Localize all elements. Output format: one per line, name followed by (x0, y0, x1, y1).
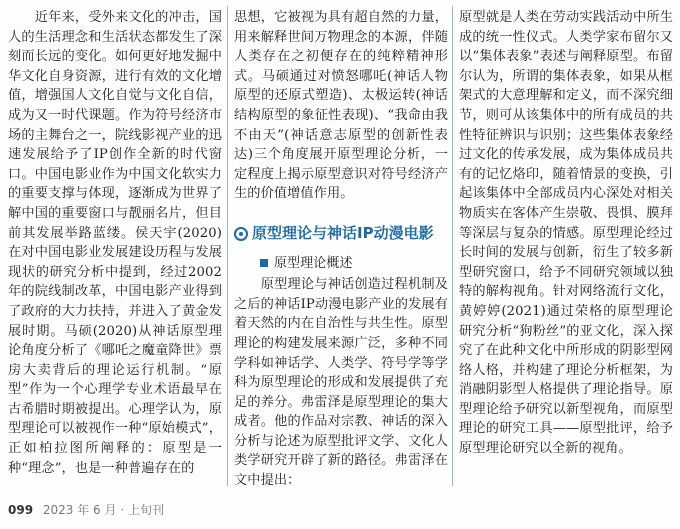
column-divider-2 (452, 6, 453, 486)
paragraph-col2-bottom: 原型理论与神话创造过程机制及之后的神话IP动漫电影产业的发展有着天然的内在自治性与共生性。原型理论的构建发展来源广泛，多种不同学科如神话学、人类学、符号学等学科为原型理论的形成和发展提供了充足的养分。弗雷泽是原型理论的集大成者。他的作品对宗教、神话的深入分析与论述为原型批评文学、文化人类学研究开辟了新的路径。弗雷泽在文中提出： (234, 277, 448, 489)
column-1 (8, 8, 222, 478)
target-icon (234, 227, 248, 241)
paragraph-col3: 原型就是人类在劳动实践活动中所生成的统一性仪式。人类学家布留尔又以“集体表象”表述与阐释原型。布留尔认为，所谓的集体表象，如果从框架式的大意理解和定义，而不深究细节，则可从该集体中的所有成员的共性特征辨识与识别；这些集体表象经过文化的传承发展，成为集体成员共有的记忆烙印，随着情景的变换，引起该集体中全部成员内心深处对相关物质实在客体产生崇敬、畏惧、膜拜等深层与复杂的情感。原型理论经过长时间的发展与创新，衍生了较多新型研究窗口，给予不同研究领域以独特的解构视角。针对网络流行文化，黄婷婷(2021)通过荣格的原型理论研究分析“狗粉丝”的亚文化，深入探究了在此种文化中所形成的阴影型网络人格，并构建了理论分析框架，为消融阴影型人格提供了理论指导。原型理论给予研究以新型视角，而原型理论的研究工具——原型批评，给予原型理论研究以全新的视角。 (459, 10, 673, 457)
section-heading (234, 224, 448, 244)
column-2 (234, 8, 448, 491)
column-3 (459, 8, 673, 459)
paragraph-col2-top: 思想，它被视为具有超自然的力量，用来解释世间万物理念的本源，伴随人类存在之初便存在的纯粹精神形式。马硕通过对愤怒哪吒(神话人物原型的还原式塑造)、太极运转(神话结构原型的象征性表现)、“我命由我不由天”(神话意志原型的创新性表达)三个角度展开原型理论分析，一定程度上揭示原型意识对符号经济产生的价值增值作用。 (234, 10, 448, 202)
subsection-title: 原型理论概述 (274, 255, 353, 271)
page-footer (8, 501, 164, 518)
section-title: 原型理论与神话IP动漫电影 (252, 223, 434, 242)
subsection-heading (234, 254, 448, 274)
issue-date: 2023 年 6 月 · 上旬刊 (42, 503, 164, 517)
paragraph-col1: 近年来，受外来文化的冲击，国人的生活理念和生活状态都发生了深刻而长远的变化。如何更好地发掘中华文化自身资源，进行有效的文化增值，增强国人文化自觉与文化自信，成为又一时代课题。作为符号经济市场的主舞台之一，院线影视产业的迅速发展给予了IP创作全新的时代窗口。中国电影业作为中国文化软实力的重要支撑与体现，逐渐成为世界了解中国的重要窗口与靓丽名片，但目前其发展举路蓝缕。侯天宇(2020)在对中国电影业发展建设历程与发展现状的研究分析中提到，经过2002年的院线制改革，中国电影产业得到了政府的大力扶持，并进入了黄金发展时期。马硕(2020)从神话原型理论角度分析了《哪吒之魔童降世》票房大卖背后的理论运行机制。“原型”作为一个心理学专业术语最早在古希腊时期被提出。心理学认为，原型理论可以被视作一种“原始模式”，正如柏拉图所阐释的：原型是一种“理念”，也是一种普遍存在的 (8, 10, 222, 476)
column-divider-1 (227, 6, 228, 486)
square-bullet-icon (260, 259, 268, 267)
page-number: 099 (8, 503, 34, 517)
